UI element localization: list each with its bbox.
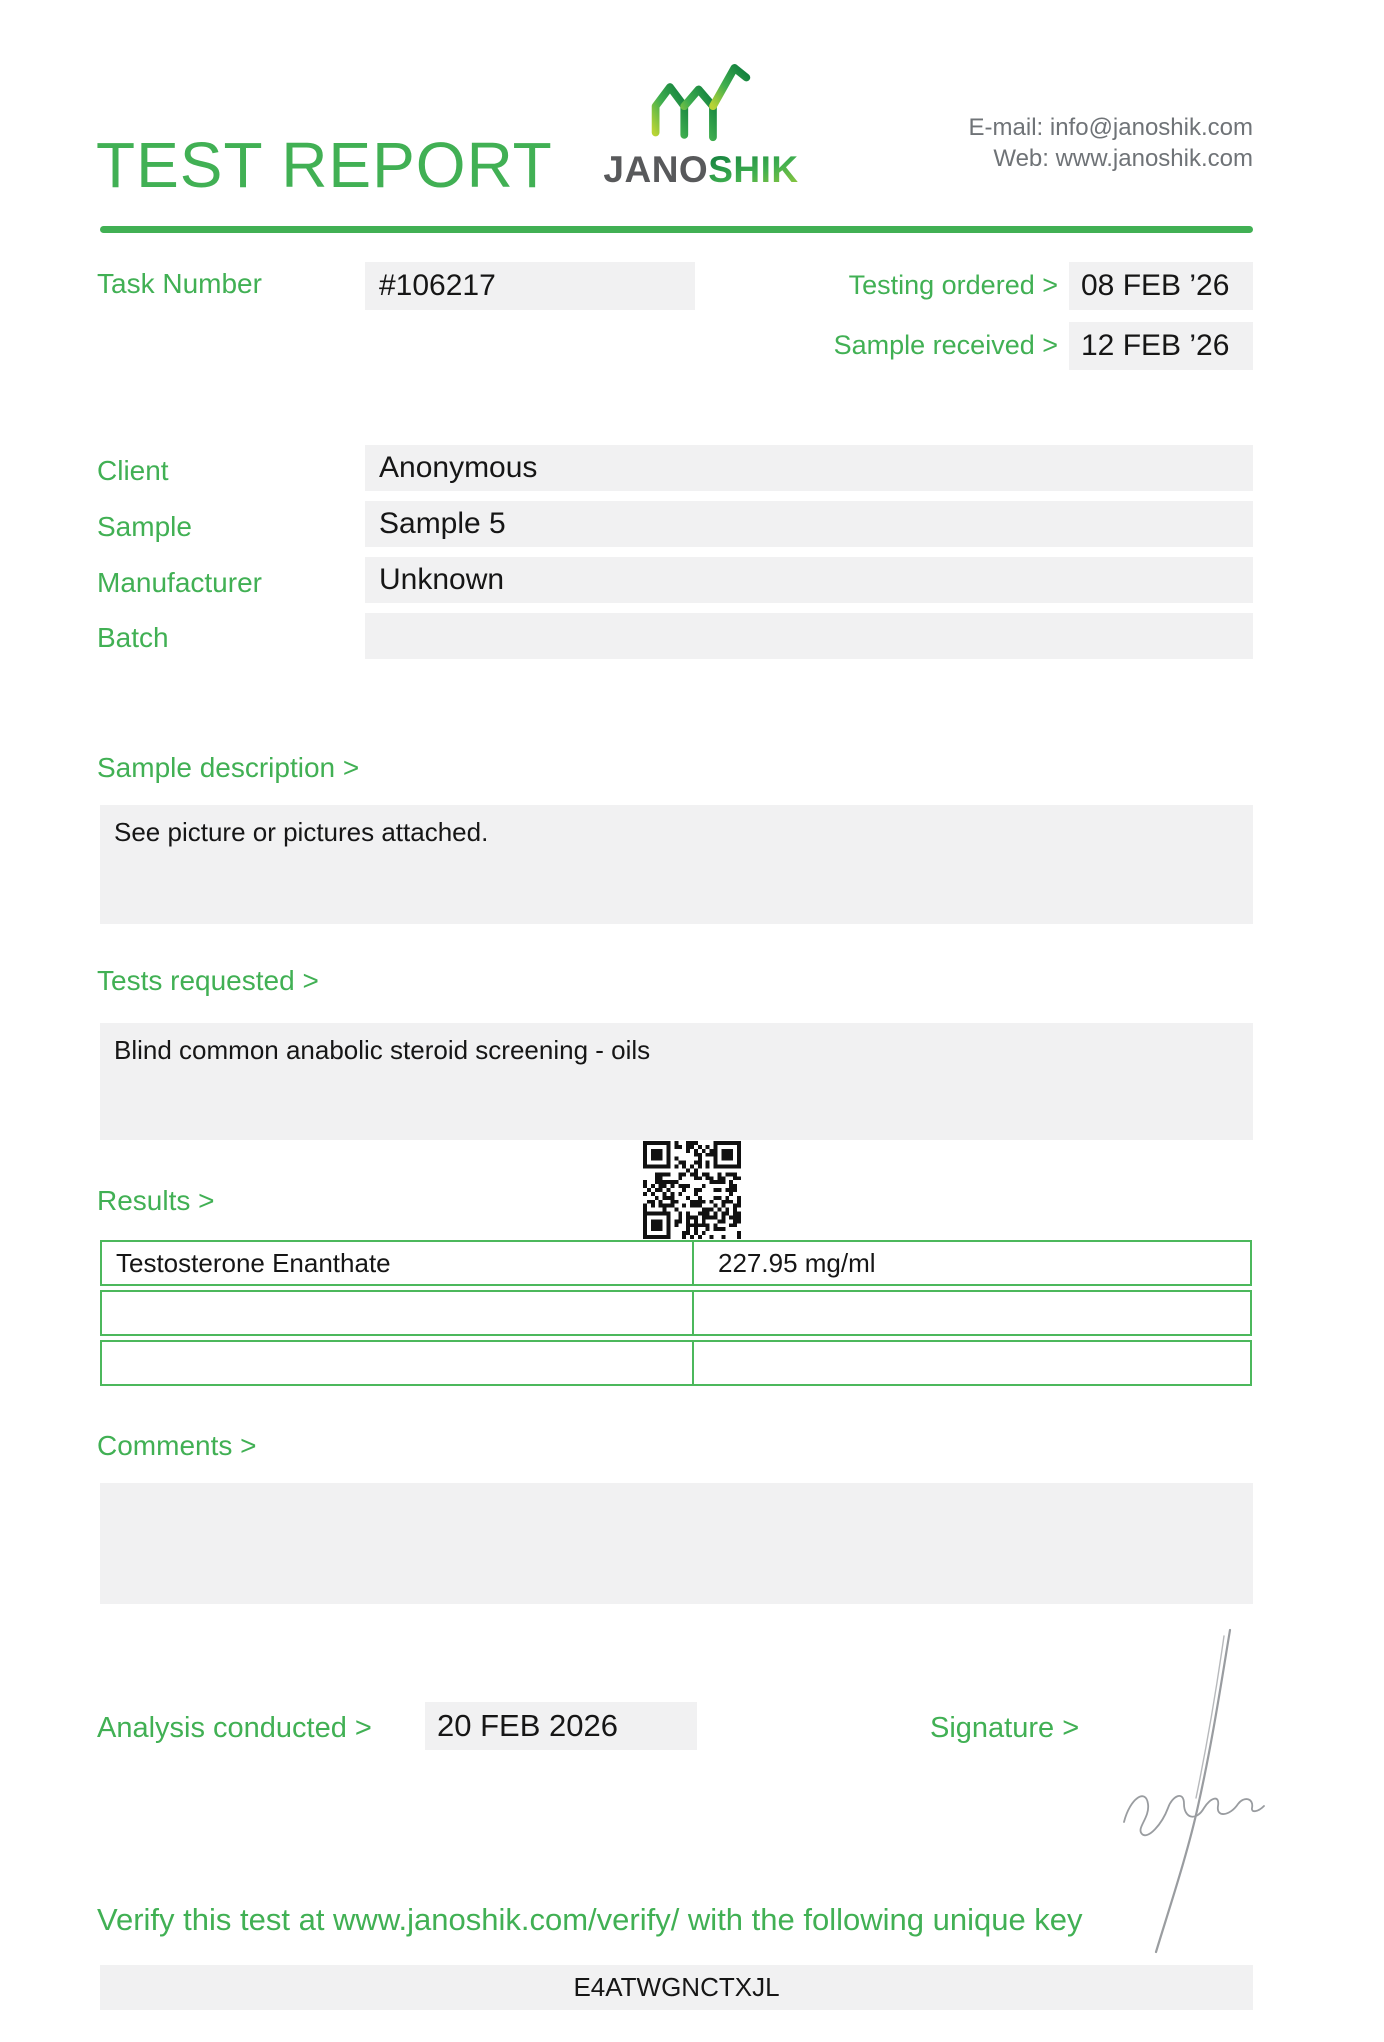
sample-description-label: Sample description > (97, 752, 360, 783)
janoshik-logo (596, 56, 806, 191)
analysis-conducted-label: Analysis conducted > (97, 1712, 372, 1744)
results-label: Results > (97, 1185, 215, 1216)
contact-block (969, 112, 1253, 174)
client-label: Client (97, 455, 169, 486)
batch-field (365, 613, 1253, 659)
result-substance (102, 1292, 694, 1334)
signature-image (1072, 1626, 1277, 1956)
task-number-field (365, 262, 695, 310)
result-value (694, 1342, 1250, 1384)
sample-description-box (100, 805, 1253, 924)
results-table-row (100, 1240, 1252, 1286)
contact-web: Web: www.janoshik.com (993, 145, 1253, 172)
sample-received-label: Sample received > (833, 330, 1058, 360)
header-divider (100, 226, 1253, 233)
verify-key-box (100, 1965, 1253, 2010)
comments-box (100, 1483, 1253, 1604)
logo-text-jano: JANO (603, 149, 709, 190)
sample-label: Sample (97, 511, 192, 542)
sample-received-value: 12 FEB ’26 (1081, 329, 1230, 362)
manufacturer-value: Unknown (379, 563, 505, 596)
tests-requested-label: Tests requested > (97, 965, 319, 996)
logo-text-shik: SHIK (708, 149, 799, 190)
result-substance (102, 1342, 694, 1384)
verify-key: E4ATWGNCTXJL (573, 1972, 780, 2002)
client-value: Anonymous (379, 451, 538, 484)
logo-wordmark (596, 149, 806, 191)
page-title: TEST REPORT (96, 129, 553, 201)
sample-received-field (1069, 322, 1253, 370)
batch-label: Batch (97, 622, 169, 653)
results-table-row (100, 1340, 1252, 1386)
manufacturer-field (365, 557, 1253, 603)
comments-text (100, 1483, 1253, 1507)
results-table-row (100, 1290, 1252, 1336)
contact-email: E-mail: info@janoshik.com (968, 114, 1253, 141)
task-number-value: #106217 (379, 269, 496, 302)
signature-label: Signature > (930, 1712, 1080, 1744)
tests-requested-text: Blind common anabolic steroid screening - oils (114, 1035, 651, 1065)
analysis-date-field (425, 1702, 697, 1750)
sample-field (365, 501, 1253, 547)
analysis-date-value: 20 FEB 2026 (437, 1708, 618, 1743)
result-value (694, 1292, 1250, 1334)
qr-code (643, 1141, 741, 1239)
batch-value (365, 613, 1253, 659)
verify-instruction: Verify this test at www.janoshik.com/verify/ with the following unique key (97, 1902, 1083, 1937)
task-number-label: Task Number (97, 268, 262, 299)
testing-ordered-label: Testing ordered > (848, 270, 1058, 300)
manufacturer-label: Manufacturer (97, 567, 262, 598)
comments-label: Comments > (97, 1430, 257, 1461)
sample-value: Sample 5 (379, 507, 506, 540)
result-value: 227.95 mg/ml (718, 1247, 876, 1278)
client-field (365, 445, 1253, 491)
testing-ordered-value: 08 FEB ’26 (1081, 269, 1230, 302)
testing-ordered-field (1069, 262, 1253, 310)
logo-chart-icon (641, 56, 761, 142)
sample-description-text: See picture or pictures attached. (114, 817, 489, 847)
result-substance: Testosterone Enanthate (102, 1242, 694, 1284)
tests-requested-box (100, 1023, 1253, 1140)
